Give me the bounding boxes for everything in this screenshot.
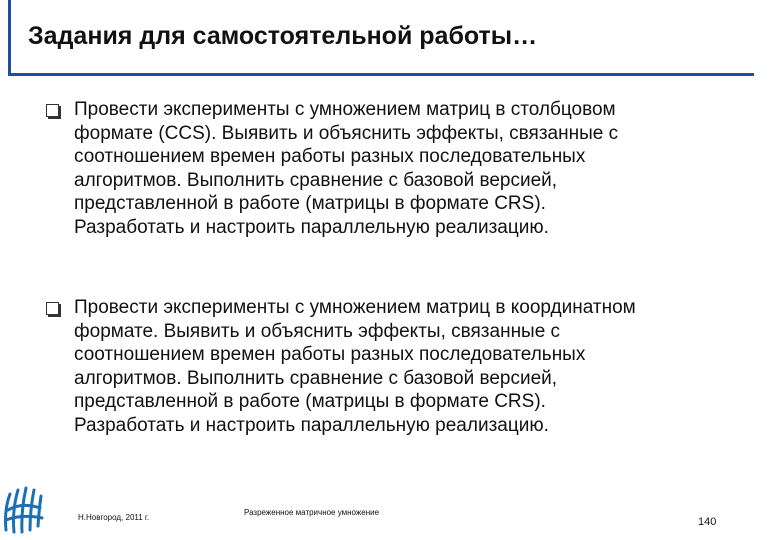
unn-logo-icon bbox=[2, 480, 44, 536]
list-item-line: представленной в работе (матрицы в формате CRS). bbox=[74, 193, 546, 215]
list-item-line: алгоритмов. Выполнить сравнение с базовой версией, bbox=[74, 169, 558, 191]
list-item-line: соотношением времен работы разных последовательных bbox=[74, 344, 586, 366]
list-item-line: соотношением времен работы разных последовательных bbox=[74, 146, 586, 168]
list-item-line: Провести эксперименты с умножением матриц в столбцовом bbox=[74, 99, 616, 120]
list-item-line: алгоритмов. Выполнить сравнение с базовой версией, bbox=[74, 367, 558, 389]
list-item-line: Разработать и настроить параллельную реализацию. bbox=[74, 216, 549, 238]
slide-title: Задания для самостоятельной работы… bbox=[28, 22, 538, 50]
title-frame-vertical bbox=[8, 0, 11, 76]
title-frame-horizontal bbox=[8, 73, 754, 76]
list-item bbox=[74, 296, 754, 438]
footer-location: Н.Новгород, 2011 г. bbox=[78, 513, 150, 522]
list-item-line: Разработать и настроить параллельную реализацию. bbox=[74, 414, 549, 436]
list-item-line: формате (CCS). Выявить и объяснить эффекты, связанные с bbox=[74, 122, 619, 144]
page-number: 140 bbox=[698, 516, 717, 528]
square-bullet-icon bbox=[46, 104, 59, 117]
list-item-line: формате. Выявить и объяснить эффекты, связанные с bbox=[74, 320, 561, 342]
square-bullet-icon bbox=[46, 302, 59, 315]
footer-course-title: Разреженное матричное умножение bbox=[244, 508, 380, 517]
list-item-line: Провести эксперименты с умножением матриц в координатном bbox=[74, 297, 636, 318]
list-item-line: представленной в работе (матрицы в формате CRS). bbox=[74, 391, 546, 413]
list-item bbox=[74, 98, 754, 240]
